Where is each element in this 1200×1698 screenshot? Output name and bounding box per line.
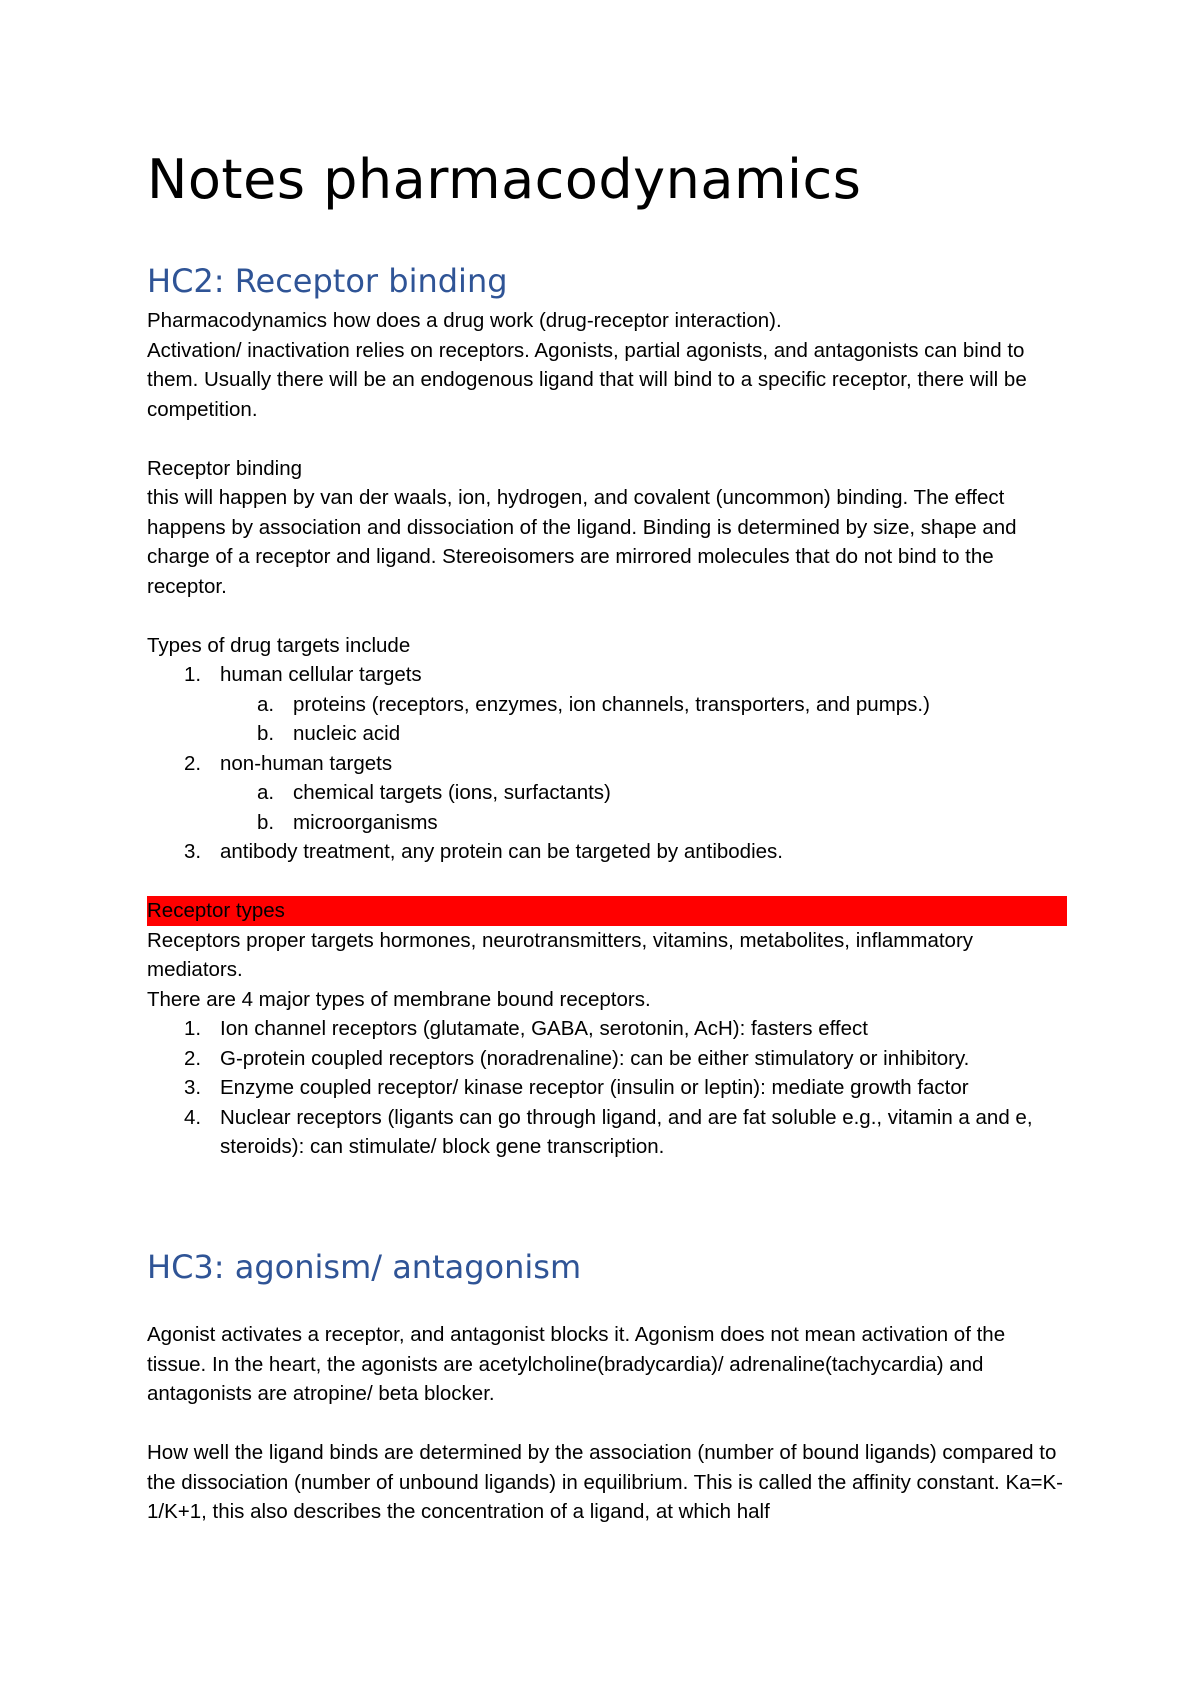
- list-item: [147, 660, 1067, 749]
- paragraph: Types of drug targets include: [147, 633, 411, 657]
- receptor-types-list: [147, 1014, 1067, 1162]
- sub-list: [220, 778, 1067, 837]
- list-item-label: Ion channel receptors (glutamate, GABA, serotonin, AcH): fasters effect: [220, 1017, 868, 1040]
- heading-hc3: HC3: agonism/ antagonism: [147, 1248, 582, 1286]
- list-marker: 4.: [184, 1105, 202, 1129]
- heading-hc2: HC2: Receptor binding: [147, 262, 508, 300]
- list-item: [220, 808, 1067, 838]
- section-hc3-body: [147, 1320, 1067, 1527]
- list-marker: b.: [257, 810, 275, 834]
- paragraph: How well the ligand binds are determined by the association (number of bound ligands) compared to the dissociation (number of unbound ligands) in equilibrium. This is called the affinity constant. Ka=K-1/K+1, this also describes the concentration of a ligand, at which half: [147, 1441, 1063, 1523]
- list-item-label: G-protein coupled receptors (noradrenaline): can be either stimulatory or inhibitory.: [220, 1046, 970, 1070]
- list-marker: 3.: [184, 1076, 202, 1099]
- list-item-label: microorganisms: [293, 810, 438, 834]
- list-item-label: Enzyme coupled receptor/ kinase receptor (insulin or leptin): mediate growth factor: [220, 1076, 969, 1099]
- list-item-label: chemical targets (ions, surfactants): [293, 781, 611, 804]
- sub-list: [220, 690, 1067, 749]
- paragraph: Activation/ inactivation relies on receptors. Agonists, partial agonists, and antagonists can bind to them. Usually there will be an endogenous ligand that will bind to a specific receptor, there will be competition.: [147, 338, 1027, 421]
- list-item: [220, 719, 1067, 749]
- paragraph: Pharmacodynamics how does a drug work (drug-receptor interaction).: [147, 309, 782, 332]
- list-item-label: human cellular targets: [220, 663, 422, 686]
- list-item: [147, 837, 1067, 867]
- subheading-receptor-binding: Receptor binding: [147, 456, 302, 480]
- document-title: Notes pharmacodynamics: [147, 148, 862, 211]
- list-item: [147, 1103, 1067, 1162]
- targets-list: [147, 660, 1067, 867]
- list-marker: 1.: [184, 1017, 202, 1040]
- list-marker: 2.: [184, 751, 202, 775]
- section-hc2-body: [147, 306, 1067, 1162]
- list-item: [147, 1073, 1067, 1103]
- paragraph: There are 4 major types of membrane bound receptors.: [147, 987, 651, 1011]
- list-marker: 2.: [184, 1046, 202, 1070]
- list-item-label: antibody treatment, any protein can be targeted by antibodies.: [220, 840, 783, 863]
- list-marker: 3.: [184, 840, 202, 863]
- subheading-receptor-types: Receptor types: [147, 896, 1067, 926]
- list-item-label: Nuclear receptors (ligants can go through ligand, and are fat soluble e.g., vitamin a and e, steroids): can stimulate/ block gene transcription.: [220, 1105, 1033, 1158]
- paragraph: this will happen by van der waals, ion, hydrogen, and covalent (uncommon) binding. The effect happens by association and dissociation of the ligand. Binding is determined by size, shape and charge of a receptor and ligand. Stereoisomers are mirrored molecules that do not bind to the receptor.: [147, 486, 1017, 598]
- list-marker: 1.: [184, 663, 202, 686]
- list-item: [147, 749, 1067, 838]
- list-item-label: proteins (receptors, enzymes, ion channels, transporters, and pumps.): [293, 692, 930, 716]
- list-item: [220, 778, 1067, 808]
- paragraph: Agonist activates a receptor, and antagonist blocks it. Agonism does not mean activation of the tissue. In the heart, the agonists are acetylcholine(bradycardia)/ adrenaline(tachycardia) and antagonists are atropine/ beta blocker.: [147, 1323, 1006, 1405]
- list-marker: b.: [257, 722, 275, 745]
- list-item: [147, 1044, 1067, 1074]
- list-item-label: nucleic acid: [293, 722, 401, 745]
- list-marker: a.: [257, 692, 275, 716]
- list-item-label: non-human targets: [220, 751, 393, 775]
- paragraph: Receptors proper targets hormones, neurotransmitters, vitamins, metabolites, inflammatory mediators.: [147, 928, 974, 981]
- list-item: [220, 690, 1067, 720]
- list-item: [147, 1014, 1067, 1044]
- list-marker: a.: [257, 781, 275, 804]
